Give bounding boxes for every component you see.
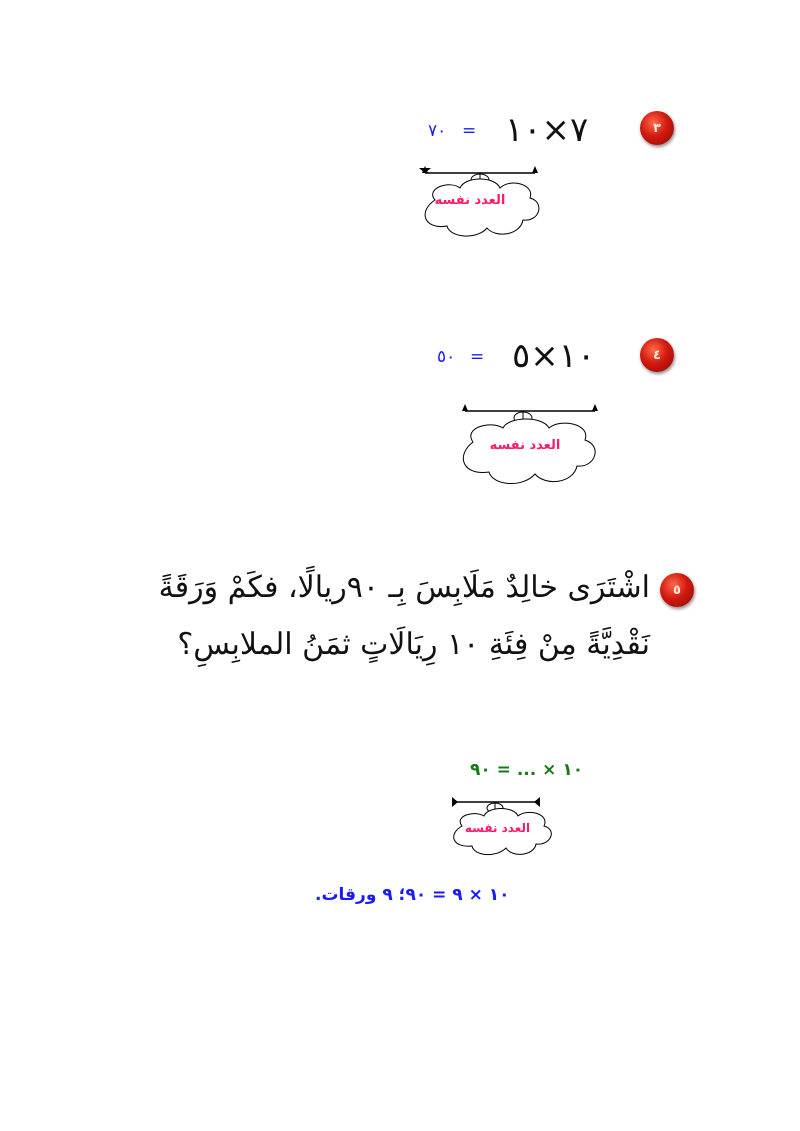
item-4-equals-sign: = bbox=[470, 347, 485, 367]
item-5-question-line-2: نَقْدِيَّةً مِنْ فِئَةِ ١٠ رِيَالَاتٍ ثمَنُ الملابِسِ؟ bbox=[177, 627, 650, 662]
item-3-equals-sign: = bbox=[462, 121, 477, 141]
item-5-question-line-1: اشْتَرَى خالِدٌ مَلَابِسَ بِـ ٩٠ريالًا، فكَمْ وَرَقَةً bbox=[158, 570, 650, 605]
item-5-cloud-label: العدد نفسه bbox=[464, 821, 531, 835]
item-5-final-answer: ١٠ × ٩ = ٩٠؛ ٩ ورقات. bbox=[315, 885, 510, 905]
item-5-number-badge: ٥ bbox=[660, 573, 694, 607]
item-3-answer: ٧٠ bbox=[428, 121, 447, 141]
item-3-number-badge: ٣ bbox=[640, 111, 674, 145]
item-4-cloud-label: العدد نفسه bbox=[489, 438, 561, 453]
item-4-expression: ١٠×٥ bbox=[512, 336, 596, 376]
item-3-cloud-label: العدد نفسه bbox=[434, 193, 506, 208]
item-4-number-badge: ٤ bbox=[640, 338, 674, 372]
item-3-expression: ٧×١٠ bbox=[505, 110, 589, 150]
item-4-answer: ٥٠ bbox=[437, 347, 456, 367]
item-5-equation: ١٠ × ... = ٩٠ bbox=[470, 760, 584, 780]
